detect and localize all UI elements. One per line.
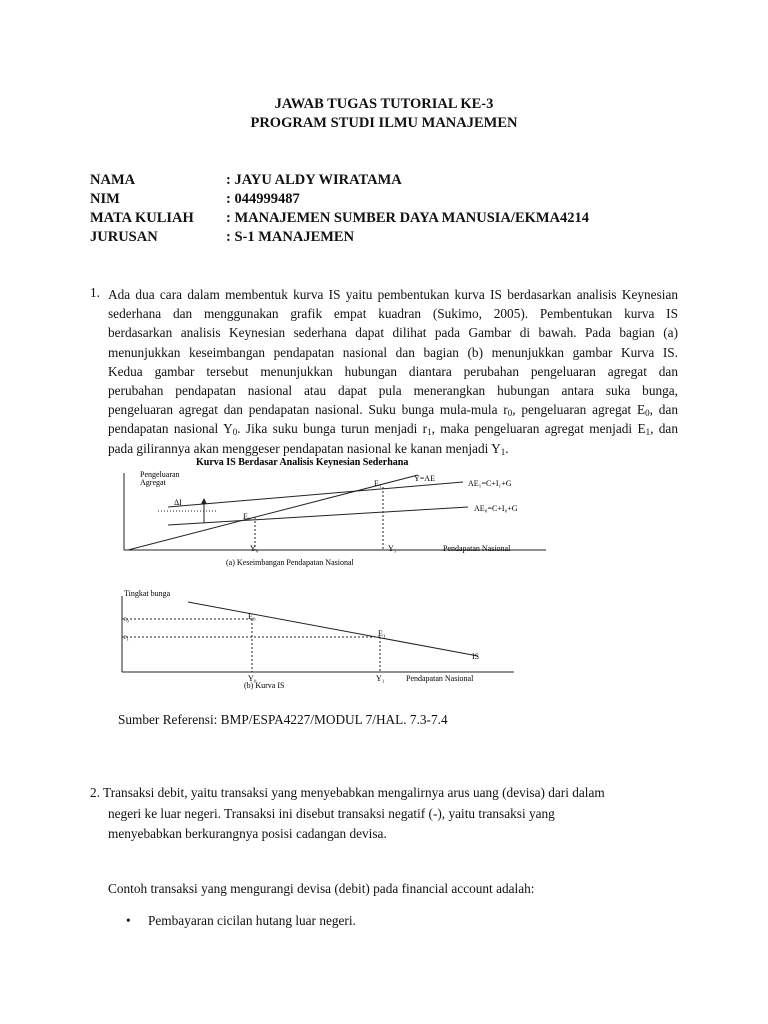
answer-1-paragraph <box>108 285 678 458</box>
subscript: 1 <box>427 427 432 438</box>
subscript: 0 <box>645 408 650 419</box>
identity-value: : S-1 MANAJEMEN <box>226 229 355 245</box>
identity-row-nama <box>90 172 690 192</box>
figure-a-y1-label: Y₁ <box>388 544 397 553</box>
figure-b-is-line <box>188 602 478 656</box>
answer-1-line: menunjukkan keseimbangan pendapatan nasional dan bagian (b) menunjukkan gambar Kurva IS. <box>108 344 678 360</box>
figure-a-45-label: Y=AE <box>414 474 435 483</box>
subscript: 0 <box>232 427 238 438</box>
text-span: . <box>505 440 509 456</box>
figure-b-e0-label: E₀ <box>248 612 256 621</box>
answer-1-number: 1. <box>90 285 100 300</box>
identity-label: JURUSAN <box>90 229 158 245</box>
identity-value: : MANAJEMEN SUMBER DAYA MANUSIA/EKMA4214 <box>226 210 590 226</box>
figure-b-y0-label: Y₀ <box>248 674 257 683</box>
text-span: . Jika suku bunga turun menjadi r <box>237 421 428 437</box>
reference-text: Sumber Referensi: BMP/ESPA4227/MODUL 7/HAL. 7.3-7.4 <box>118 712 448 727</box>
figure-a-caption: (a) Keseimbangan Pendapatan Nasional <box>226 558 354 567</box>
answer-1-line: perubahan pendapatan nasional atau dapat pula menerangkan hubungan antara suka bunga, <box>108 383 678 399</box>
figure-b-r0-label: r₀ <box>124 615 129 623</box>
figure-b-y1-label: Y₁ <box>376 674 385 683</box>
figure-b-caption: (b) Kurva IS <box>244 681 285 690</box>
figure-a-delta-i-label: ΔI <box>174 498 182 507</box>
answer-2-line: 2. Transaksi debit, yaitu transaksi yang menyebabkan mengalirnya arus uang (devisa) dari dalam <box>90 785 605 800</box>
subscript: 0 <box>507 408 513 419</box>
answer-1-line-7 <box>108 400 678 419</box>
answer-1-line: berdasarkan analisis Keynesian sederhana dapat dilihat pada Gambar di bawah. Pada bagian (a) <box>108 325 678 341</box>
document-title: JAWAB TUGAS TUTORIAL KE-3 <box>274 96 494 112</box>
identity-row-jurusan <box>90 229 690 249</box>
answer-1-line-8 <box>108 419 678 438</box>
text-span: pendapatan nasional Y <box>108 421 233 437</box>
bullet-dot-icon: • <box>126 913 131 928</box>
text-span: , maka pengeluaran agregat menjadi E <box>431 421 646 437</box>
identity-label: MATA KULIAH <box>90 210 194 226</box>
figure-a-keynesian-equilibrium <box>118 455 558 571</box>
identity-label: NAMA <box>90 172 136 188</box>
figure-b-r1-label: r₁ <box>124 633 129 641</box>
subscript: 1 <box>645 427 651 438</box>
figure-a-y-label-1: Pengeluaran <box>140 470 180 479</box>
identity-label: NIM <box>90 191 120 207</box>
subscript: 1 <box>500 446 506 457</box>
text-span: pada gilirannya akan menggeser pendapatan nasional ke kanan menjadi Y <box>108 440 501 456</box>
figure-b-x-label: Pendapatan Nasional <box>406 674 474 683</box>
example-intro: Contoh transaksi yang mengurangi devisa (debit) pada financial account adalah: <box>108 881 535 896</box>
answer-1-line: Ada dua cara dalam membentuk kurva IS yaitu pembentukan kurva IS berdasarkan analisis Keynesian <box>108 287 678 302</box>
answer-2-paragraph <box>90 783 690 845</box>
figure-a-e0-label: E₀ <box>243 512 251 521</box>
text-span: , dan <box>650 421 678 437</box>
figure-a-ae1-line <box>168 482 463 507</box>
identity-row-mata-kuliah <box>90 210 690 230</box>
bullet-item: Pembayaran cicilan hutang luar negeri. <box>148 913 356 928</box>
document-subtitle: PROGRAM STUDI ILMU MANAJEMEN <box>250 115 518 131</box>
figure-a-ae1-label: AE₁=C+I₁+G <box>468 479 512 488</box>
figure-a-x-label: Pendapatan Nasional <box>443 544 511 553</box>
figure-a-arrow-head <box>201 498 207 504</box>
text-span: , pengeluaran agregat E <box>512 402 646 418</box>
figure-b-is-curve <box>118 588 518 690</box>
figure-b-y-label: Tingkat bunga <box>124 589 171 598</box>
answer-2-line: menyebabkan berkurangnya posisi cadangan devisa. <box>108 826 387 841</box>
identity-value: : JAYU ALDY WIRATAMA <box>226 172 402 188</box>
figure-b-e1-label: E₁ <box>378 629 386 638</box>
text-span: pengeluaran agregat dan pendapatan nasional. Suku bunga mula-mula r <box>108 402 508 418</box>
identity-row-nim <box>90 191 690 211</box>
figure-a-title: Kurva IS Berdasar Analisis Keynesian Sederhana <box>196 457 409 468</box>
figure-a-y-label-2: Agregat <box>140 478 166 487</box>
identity-value: : 044999487 <box>226 191 300 207</box>
figure-a-ae0-label: AE₀=C+I₀+G <box>474 504 518 513</box>
figure-a-y0-label: Y₀ <box>250 544 259 553</box>
figure-b-is-label: IS <box>472 652 480 661</box>
answer-2-line: negeri ke luar negeri. Transaksi ini disebut transaksi negatif (-), yaitu transaksi yang <box>108 805 555 821</box>
text-span: , dan <box>649 402 678 418</box>
figure-a-ae0-line <box>168 507 468 525</box>
answer-1-line: sederhana dan menggunakan grafik empat kuadran (Sukimo, 2005). Pembentukan kurva IS <box>108 306 678 322</box>
answer-1-line: Kedua gambar tersebut menunjukkan hubungan diantara perubahan pengeluaran agregat dan <box>108 363 678 379</box>
figure-a-e1-label: E₁ <box>374 479 382 488</box>
